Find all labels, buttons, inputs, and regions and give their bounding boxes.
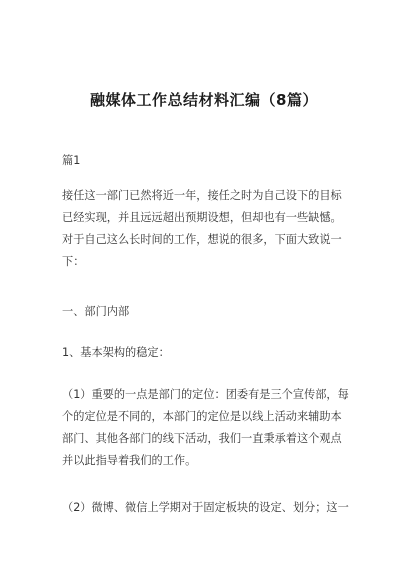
para-2-line-1: （2）微博、微信上学期对于固定板块的设定、划分；这一: [62, 501, 349, 514]
para-1-line-1: （1）重要的一点是部门的定位：团委有是三个宣传部，每: [62, 388, 349, 401]
chapter-heading: 篇1: [62, 154, 81, 167]
intro-line-3: 对于自己这么长时间的工作，想说的很多，下面大致说一: [62, 233, 342, 246]
section-heading-1: 一、部门内部: [62, 305, 130, 318]
intro-line-1: 接任这一部门已然将近一年，接任之时为自己设下的目标: [62, 189, 342, 202]
subsection-heading-1: 1、基本架构的稳定：: [62, 346, 170, 359]
intro-line-4: 下：: [62, 255, 85, 268]
document-title: 融媒体工作总结材料汇编（8篇）: [90, 91, 318, 109]
para-1-line-3: 部门、其他各部门的线下活动，我们一直秉承着这个观点: [62, 432, 342, 445]
para-1-line-4: 并以此指导着我们的工作。: [62, 454, 197, 467]
para-1-line-2: 个的定位是不同的，本部门的定位是以线上活动来辅助本: [62, 410, 342, 423]
intro-line-2: 已经实现，并且远远超出预期设想，但却也有一些缺憾。: [62, 211, 342, 224]
